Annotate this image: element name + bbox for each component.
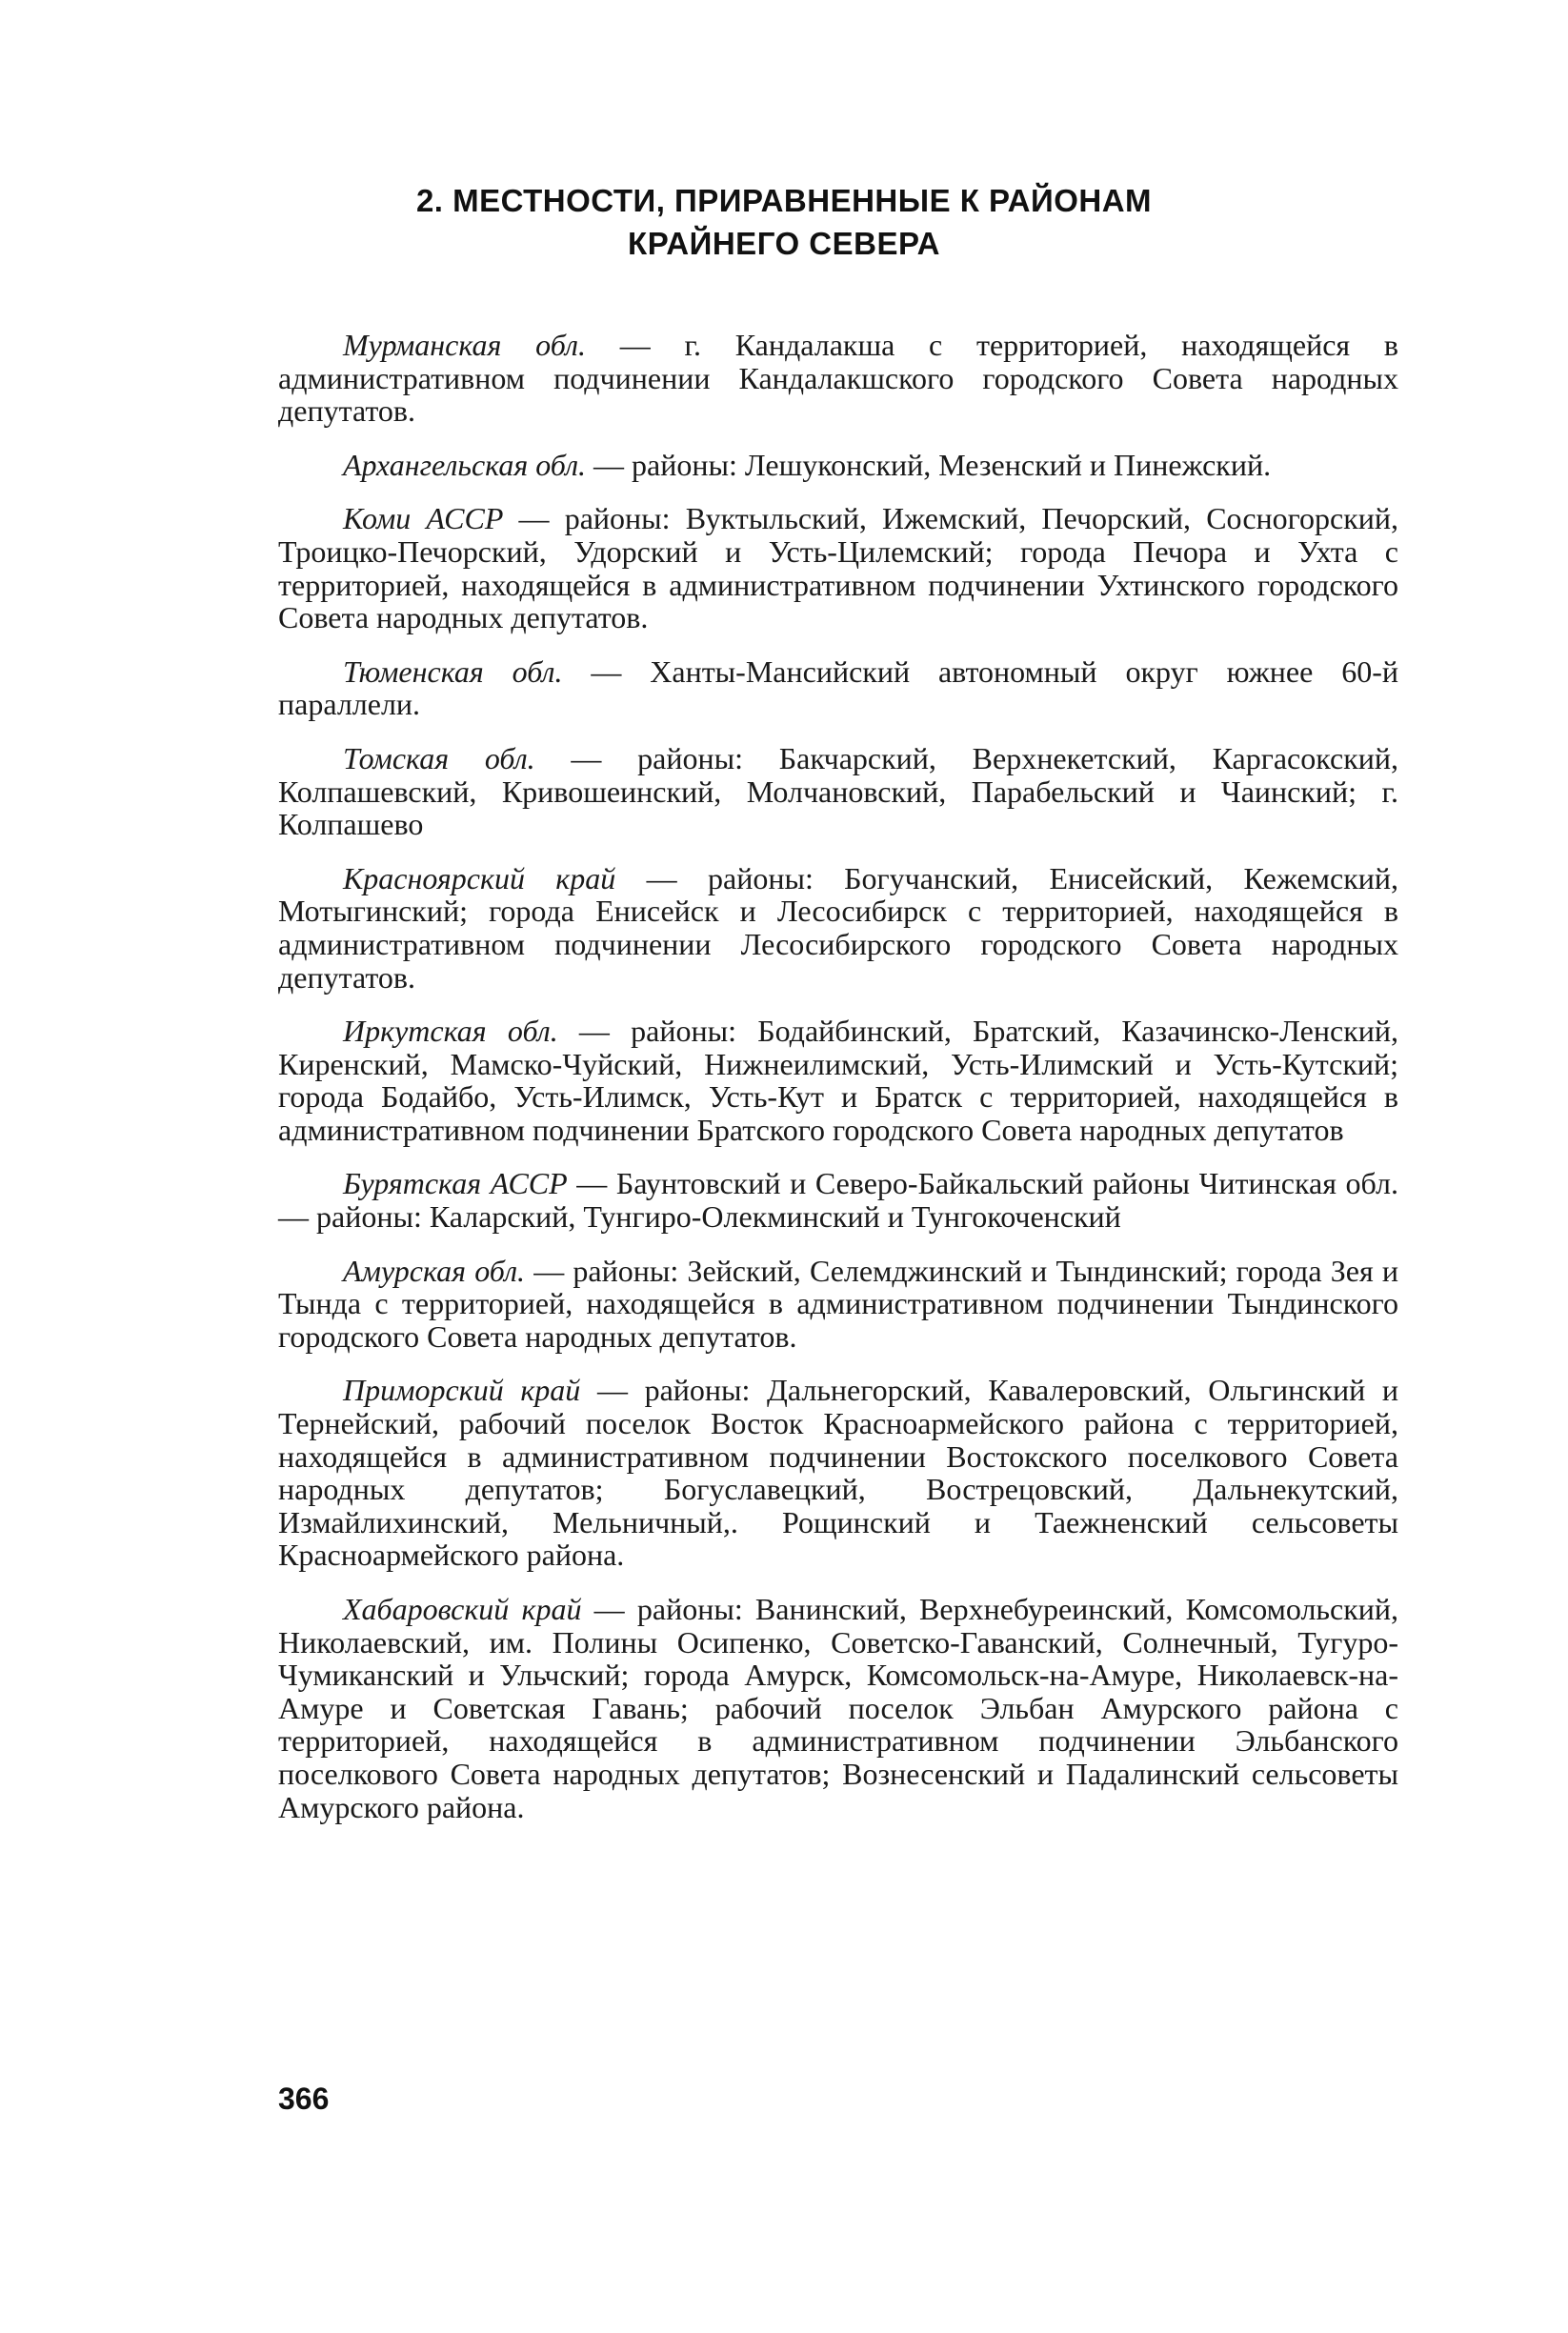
entry-khabarovsk (278, 1593, 1398, 1823)
region-details: — Баунтовский и Северо-Байкальский районы Читинская обл. — районы: Каларский, Тунгиро-Олекминский и Тунгокоченский (278, 1166, 1399, 1235)
section-heading-line-1: 2. МЕСТНОСТИ, ПРИРАВНЕННЫЕ К РАЙОНАМ (415, 183, 1153, 218)
region-name: Мурманская обл. (343, 328, 586, 362)
body-text (278, 329, 1398, 1844)
region-name: Томская обл. (343, 740, 535, 775)
region-name: Тюменская обл. (343, 654, 563, 689)
entry-tomsk (278, 742, 1398, 841)
entry-primorsky (278, 1374, 1398, 1572)
region-details: — районы: Богучанский, Енисейский, Кежемский, Мотыгинский; города Енисейск и Лесосибирск с территорией, находящейся в административном подчинении Лесосибирского городского Совета народных депутатов. (278, 860, 1399, 995)
region-details: — районы: Ванинский, Верхнебуреинский, Комсомольский, Николаевский, им. Полины Осипенко, Советско-Гаванский, Солнечный, Тугуро-Чумиканский и Ульчский; города Амурск, Комсомольск-на-Амуре, Николаевск-на-Амуре и Советская Гавань; рабочий поселок Эльбан Амурского района с территорией, находящейся в административном подчинении Эльбанского поселкового Совета народных депутатов; Вознесенский и Падалинский сельсоветы Амурского района. (278, 1592, 1398, 1824)
entry-buryatia (278, 1167, 1398, 1233)
region-details: — районы: Бодайбинский, Братский, Казачинско-Ленский, Киренский, Мамско-Чуйский, Нижнеилимский, Усть-Илимский и Усть-Кутский; города Бодайбо, Усть-Илимск, Усть-Кут и Братск с территорией, находящейся в административном подчинении Братского городского Совета народных депутатов (278, 1014, 1399, 1147)
region-details: — районы: Зейский, Селемджинский и Тындинский; города Зея и Тында с территорией, находящейся в административном подчинении Тындинского городского Совета народных депутатов. (278, 1253, 1398, 1354)
entry-murmansk (278, 329, 1398, 428)
region-details: — г. Кандалакша с территорией, находящейся в административном подчинении Кандалакшского городского Совета народных депутатов. (278, 328, 1399, 429)
entry-arkhangelsk (278, 449, 1398, 482)
region-name: Коми АССР (343, 501, 504, 536)
region-name: Иркутская обл. (343, 1014, 558, 1049)
section-heading-line-2: КРАЙНЕГО СЕВЕРА (628, 226, 940, 261)
region-name: Приморский край (343, 1373, 581, 1408)
region-name: Амурская обл. (343, 1253, 526, 1288)
region-details: — районы: Бакчарский, Верхнекетский, Каргасокский, Колпашевский, Кривошеинский, Молчановский, Парабельский и Чаинский; г. Колпашево (278, 740, 1399, 842)
region-name: Хабаровский край (343, 1592, 582, 1626)
region-details: — районы: Лешуконский, Мезенский и Пинежский. (586, 447, 1272, 482)
entry-krasnoyarsk (278, 862, 1398, 994)
region-name: Бурятская АССР (343, 1166, 568, 1201)
region-details: — Ханты-Мансийский автономный округ южнее 60-й параллели. (278, 654, 1399, 722)
region-details: — районы: Вуктыльский, Ижемский, Печорский, Сосногорский, Троицко-Печорский, Удорский и Усть-Цилемский; города Печора и Ухта с территорией, находящейся в административном подчинении Ухтинского городского Совета народных депутатов. (278, 501, 1399, 635)
region-details: — районы: Дальнегорский, Кавалеровский, Ольгинский и Тернейский, рабочий поселок Восток Красноармейского района с территорией, находящейся в административном подчинении Востокского поселкового Совета народных депутатов; Богуславецкий, Вострецовский, Дальнекутский, Измайлихинский, Мельничный,. Рощинский и Таежненский сельсоветы Красноармейского района. (278, 1373, 1399, 1573)
entry-irkutsk (278, 1015, 1398, 1146)
entry-tyumen (278, 655, 1398, 721)
page-number: 366 (278, 2082, 330, 2116)
section-heading (286, 179, 1282, 265)
entry-amur (278, 1255, 1398, 1354)
entry-komi (278, 502, 1398, 634)
region-name: Архангельская обл. (343, 447, 587, 482)
region-name: Красноярский край (343, 860, 616, 895)
